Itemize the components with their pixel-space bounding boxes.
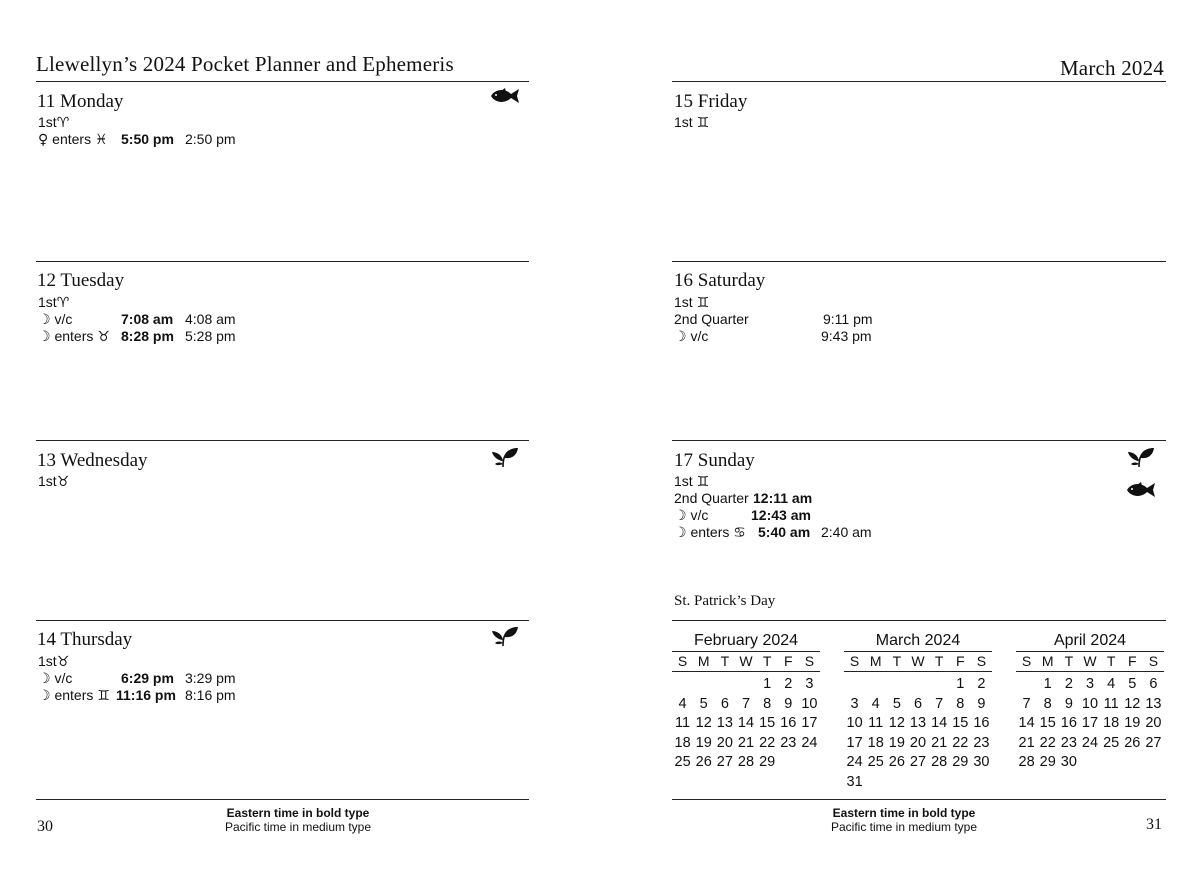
divider xyxy=(672,799,1166,800)
day-title: 16 Saturday xyxy=(674,270,766,291)
month-title: March 2024 xyxy=(1059,56,1164,80)
calendar-week: 4 5 6 7 8 9 10 xyxy=(678,695,818,712)
calendar-week: 11 12 13 14 15 16 17 xyxy=(675,715,818,731)
aspect-line: ☽ enters ♉ xyxy=(38,328,110,345)
divider xyxy=(672,261,1166,262)
eastern-time: 12:43 am xyxy=(751,507,811,523)
page-number: 31 xyxy=(1146,816,1162,833)
moon-phase: 1st♈ xyxy=(38,294,70,311)
eastern-time: 5:40 am xyxy=(758,524,811,540)
leaf-icon xyxy=(491,626,519,648)
aries-icon: ♈ xyxy=(56,295,70,311)
day-title: 15 Friday xyxy=(674,91,748,112)
weekday-header: S M T W T F S xyxy=(1021,653,1159,669)
pacific-time: 2:50 pm xyxy=(185,131,236,147)
eastern-time: 7:08 am xyxy=(121,311,174,327)
divider xyxy=(36,620,529,621)
calendar-week: 3 4 5 6 7 8 9 xyxy=(850,695,986,712)
fish-icon xyxy=(489,87,521,105)
pacific-time: 3:29 pm xyxy=(185,670,236,686)
weekday-header: S M T W T F S xyxy=(677,653,815,669)
calendar-week: 21 22 23 24 25 26 27 xyxy=(1018,734,1162,751)
phase-label: 2nd Quarter xyxy=(674,311,749,327)
calendar-week: 1 2 3 4 5 6 xyxy=(1043,676,1158,692)
divider xyxy=(672,620,1166,621)
aspect-line: ♀ enters ♓ xyxy=(38,131,108,148)
aspect-line: ☽ v/c xyxy=(38,311,73,328)
pacific-time: 9:11 pm xyxy=(823,311,873,327)
calendar-week: 25 26 27 28 29 xyxy=(674,754,776,770)
calendar-week: 14 15 16 17 18 19 20 xyxy=(1018,715,1162,731)
aspect-line: ☽ enters ♋ xyxy=(674,524,746,541)
aspect-line: ☽ enters ♊ xyxy=(38,687,110,704)
phase-label: 2nd Quarter xyxy=(674,490,749,506)
divider xyxy=(36,440,529,441)
calendar-week: 24 25 26 27 28 29 30 xyxy=(846,754,990,770)
eastern-time: 12:11 am xyxy=(753,490,813,506)
mini-calendar-march xyxy=(844,632,992,792)
day-title: 17 Sunday xyxy=(674,450,755,471)
calendar-week: 28 29 30 xyxy=(1018,754,1077,770)
pacific-time: 8:16 pm xyxy=(185,687,236,703)
taurus-icon: ♉ xyxy=(56,474,70,490)
page-number: 30 xyxy=(37,818,53,835)
pacific-time: 4:08 am xyxy=(185,311,236,327)
moon-phase: 1st♈ xyxy=(38,114,70,131)
divider xyxy=(36,799,529,800)
day-title: 11 Monday xyxy=(37,91,124,112)
time-legend xyxy=(754,806,1054,834)
holiday-label: St. Patrick’s Day xyxy=(674,593,776,609)
book-title: Llewellyn’s 2024 Pocket Planner and Ephemeris xyxy=(36,52,454,76)
fish-icon xyxy=(1125,481,1157,499)
eastern-time: 5:50 pm xyxy=(121,131,174,147)
cancer-icon: ♋ xyxy=(733,525,746,541)
aspect-line: ☽ v/c xyxy=(674,507,709,524)
moon-icon: ☽ xyxy=(38,671,51,687)
calendar-week: 31 xyxy=(846,773,863,790)
moon-phase: 1st♉ xyxy=(38,653,70,670)
moon-icon: ☽ xyxy=(674,508,687,524)
eastern-time: 6:29 pm xyxy=(121,670,174,686)
mini-calendar-april xyxy=(1016,632,1164,773)
pacific-time: 5:28 pm xyxy=(185,328,236,344)
divider xyxy=(672,81,1166,82)
calendar-week: 1 2 3 xyxy=(763,676,814,692)
calendar-week: 1 2 xyxy=(956,676,986,692)
day-title: 13 Wednesday xyxy=(37,450,148,471)
leaf-icon xyxy=(491,447,519,469)
calendar-week: 18 19 20 21 22 23 24 xyxy=(674,734,818,751)
taurus-icon: ♉ xyxy=(56,654,70,670)
pacific-legend: Pacific time in medium type xyxy=(830,820,978,834)
calendar-title: February 2024 xyxy=(693,632,799,649)
moon-phase: 1st ♊ xyxy=(674,473,710,490)
aspect-line: ☽ v/c xyxy=(674,328,709,345)
day-title: 14 Thursday xyxy=(37,629,133,650)
divider xyxy=(672,440,1166,441)
venus-icon: ♀ xyxy=(38,132,49,148)
moon-icon: ☽ xyxy=(38,329,51,345)
calendar-week: 7 8 9 10 11 12 13 xyxy=(1022,695,1162,712)
divider xyxy=(36,261,529,262)
pacific-time: 9:43 pm xyxy=(821,328,872,344)
time-legend xyxy=(148,806,448,834)
day-title: 12 Tuesday xyxy=(37,270,125,291)
aries-icon: ♈ xyxy=(56,115,70,131)
calendar-title: March 2024 xyxy=(875,632,961,649)
gemini-icon: ♊ xyxy=(97,688,110,704)
calendar-week: 17 18 19 20 21 22 23 xyxy=(846,734,990,751)
taurus-icon: ♉ xyxy=(97,329,110,345)
gemini-icon: ♊ xyxy=(696,295,710,311)
calendar-title: April 2024 xyxy=(1053,632,1127,649)
pacific-legend: Pacific time in medium type xyxy=(224,820,372,834)
weekday-header: S M T W T F S xyxy=(849,653,987,669)
pacific-time: 2:40 am xyxy=(821,524,872,540)
mini-calendar-february xyxy=(672,632,820,773)
gemini-icon: ♊ xyxy=(696,474,710,490)
eastern-legend: Eastern time in bold type xyxy=(832,806,976,820)
moon-icon: ☽ xyxy=(674,525,687,541)
eastern-legend: Eastern time in bold type xyxy=(226,806,370,820)
moon-icon: ☽ xyxy=(38,688,51,704)
moon-icon: ☽ xyxy=(674,329,687,345)
leaf-icon xyxy=(1127,447,1155,469)
divider xyxy=(36,81,529,82)
pisces-icon: ♓ xyxy=(94,132,108,148)
aspect-line: ☽ v/c xyxy=(38,670,73,687)
moon-phase: 1st ♊ xyxy=(674,114,710,131)
moon-icon: ☽ xyxy=(38,312,51,328)
eastern-time: 11:16 pm xyxy=(116,687,176,703)
calendar-week: 10 11 12 13 14 15 16 xyxy=(846,715,990,731)
moon-phase: 1st ♊ xyxy=(674,294,710,311)
eastern-time: 8:28 pm xyxy=(121,328,174,344)
moon-phase: 1st♉ xyxy=(38,473,70,490)
gemini-icon: ♊ xyxy=(696,115,710,131)
